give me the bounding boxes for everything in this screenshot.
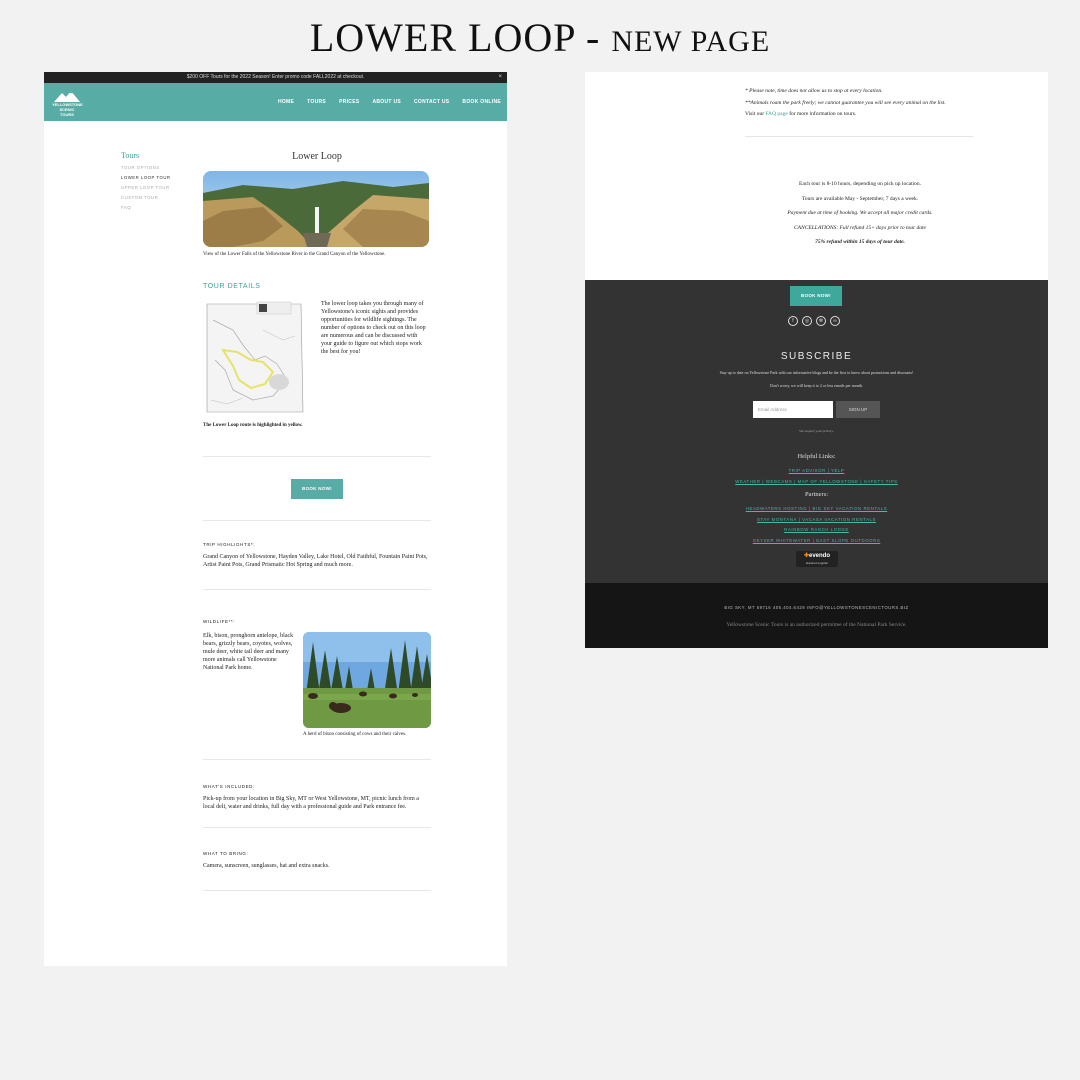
sidebar-heading[interactable]: Tours [121,151,140,160]
subscribe-note: Don't worry, we will keep it to 2 or less emails per month. [770,383,863,388]
sidebar [121,151,171,215]
promo-text: $200 OFF Tours for the 2022 Season! Enter promo code FALL2022 at checkout. [186,74,365,80]
tour-info [745,177,975,250]
bring-text: Camera, sunscreen, sunglasses, hat and extra snacks. [203,863,330,869]
info-season: Tours are available May - September, 7 days a week. [801,195,919,202]
sign-up-button[interactable]: SIGN UP [836,401,880,418]
tour-details-row [203,300,431,428]
divider [203,827,431,828]
sidebar-item-tour-options[interactable]: TOUR OPTIONS [121,165,160,170]
page-title [0,14,1080,61]
wildlife-text: Elk, bison, pronghorn antelope, black bears, grizzly bears, coyotes, wolves, mule deer, white tail deer and many more animals call Yellowstone National Park home. [203,633,294,671]
divider [203,520,431,521]
tour-details-heading: TOUR DETAILS [203,283,261,290]
wildlife-label: WILDLIFE**: [203,619,236,624]
highlights-text: Grand Canyon of Yellowstone, Hayden Valley, Lake Hotel, Old Faithful, Fountain Paint Pots, Artist Paint Pots, Grand Prismatic Hot Spring and much more. [203,554,428,568]
helpful-links-row2 [585,479,1048,484]
footer-contact: BIG SKY, MT 59716 406.404.6429 INFO@YELLOWSTONESCENICTOURS.BIZ [724,605,909,610]
nav-contact[interactable]: CONTACT US [414,99,450,105]
faq-pre: Visit our [745,111,766,117]
lower-loop-map[interactable] [203,300,313,416]
info-refund: 75% refund within 15 days of tour date. [815,239,905,245]
bison-block [303,632,431,737]
divider [203,759,431,760]
faq-line [745,111,975,119]
divider [745,136,973,137]
partners-row2 [585,517,1048,522]
info-payment: Payment due at time of booking. We accept all major credit cards. [787,210,933,216]
helpful-link-1[interactable]: TRIP ADVISOR | YELP [788,468,845,473]
bison-photo [303,632,431,728]
note-stops: * Please note, time does not allow us to stop at every location. [745,88,883,94]
title-dash: - [574,15,612,60]
helpful-link-2[interactable]: WEATHER | WEBCAMS | MAP OF YELLOWSTONE | SAFETY TIPS [735,479,898,484]
instagram-icon[interactable]: ◎ [802,316,812,326]
evendo-sub: featured supplier [805,561,829,565]
faq-link[interactable]: FAQ page [765,111,788,117]
note-animals: **Animals roam the park freely; we cannot guarantee you will see every animal on the list. [745,99,946,106]
wildlife-row [203,632,431,737]
helpful-links-row1 [585,468,1048,473]
nav-prices[interactable]: PRICES [339,99,360,105]
evendo-badge[interactable] [796,551,838,567]
partner-link-1[interactable]: HEADWATERS HOSTING | BIG SKY VACATION RENTALS [745,506,888,511]
left-page-screenshot [44,72,507,966]
book-now-button[interactable]: BOOK NOW! [291,479,343,499]
sidebar-item-upper-loop[interactable]: UPPER LOOP TOUR [121,185,170,190]
evendo-logo-icon: ✚ [803,553,809,559]
sidebar-item-custom-tour[interactable]: CUSTOM TOUR [121,195,159,200]
bison-caption: A herd of bison consisting of cows and their calves. [303,732,407,737]
partners-row3 [585,527,1048,532]
partners-row1 [585,506,1048,511]
footer-dark-section [585,280,1048,583]
nav-home[interactable]: HOME [277,99,295,105]
evendo-name: evendo [809,553,831,559]
canyon-caption: View of the Lower Falls of the Yellowstone River in the Grand Canyon of the Yellowstone. [203,252,386,257]
tour-details-text: The lower loop takes you through many of Yellowstone's iconic sights and provides opportunities for wildlife sightings. The number of options to check out on this loop are numerous and can be discussed with your guide to figure out which stops work the best for you! [321,301,426,355]
highlights-label: TRIP HIGHLIGHTS*: [203,542,256,547]
partners-row4 [585,538,1048,543]
logo-line1: YELLOWSTONE [52,102,83,107]
logo-line2: SCENIC TOURS [59,107,75,117]
map-caption: The Lower Loop route is highlighted in yellow. [203,423,303,428]
helpful-links-heading: Helpful Links: [797,453,836,460]
main-content [203,151,431,891]
promo-bar [44,72,507,83]
close-icon[interactable]: × [498,74,502,80]
mountain-icon [54,90,80,102]
title-sub: NEW PAGE [611,25,771,58]
sidebar-item-faq[interactable]: FAQ [121,205,132,210]
nav-tours[interactable]: TOURS [307,99,327,105]
partner-link-2[interactable]: STAY MONTANA | VACASA VACATION RENTALS [756,517,877,522]
privacy-note: We respect your privacy. [799,429,834,433]
social-icons [788,316,840,326]
sidebar-item-lower-loop[interactable]: LOWER LOOP TOUR [121,175,171,180]
email-input[interactable]: Email Address [753,401,833,418]
tripadvisor-icon[interactable]: ∞ [830,316,840,326]
site-logo[interactable] [52,90,83,117]
title-main: LOWER LOOP [309,15,575,60]
yelp-icon[interactable]: ✻ [816,316,826,326]
book-now-button-footer[interactable]: BOOK NOW! [790,286,842,306]
partner-link-4[interactable]: GEYSER WHITEWATER | EAST SLOPE OUTDOORS [752,538,881,543]
subscribe-text: Stay up to date on Yellowstone Park with our informative blogs and be the first to know about promotions and discounts! [719,370,914,375]
faq-post: for more information on tours. [787,111,857,117]
map-block [203,300,313,428]
subscribe-heading: SUBSCRIBE [780,351,853,362]
tour-notes [745,88,975,137]
partners-heading: Partners: [804,491,829,498]
canyon-photo [203,171,429,247]
nav-book-online[interactable]: BOOK ONLINE [462,99,501,105]
divider [203,589,431,590]
right-page-screenshot [585,72,1048,648]
info-cancellation: CANCELLATIONS: Full refund 15+ days prior to tour date [794,224,926,231]
top-nav [44,83,507,121]
facebook-icon[interactable]: f [788,316,798,326]
divider [203,890,431,891]
content-heading: Lower Loop [292,151,342,162]
info-duration: Each tour is 8-10 hours, depending on pick up location. [798,181,922,187]
nav-links [278,83,501,121]
footer-permit: Yellowstone Scenic Tours is an authorized permittee of the National Park Service. [726,622,907,628]
footer-bar [585,583,1048,648]
included-label: WHAT'S INCLUDED: [203,784,255,789]
bring-label: WHAT TO BRING: [203,851,249,856]
partner-link-3[interactable]: RAINBOW RANCH LODGE [784,527,849,532]
nav-about[interactable]: ABOUT US [372,99,401,105]
included-text: Pick-up from your location in Big Sky, MT or West Yellowstone, MT, picnic lunch from a local deli, water and drinks, full day with a professional guide and Park entrance fee. [203,796,419,810]
